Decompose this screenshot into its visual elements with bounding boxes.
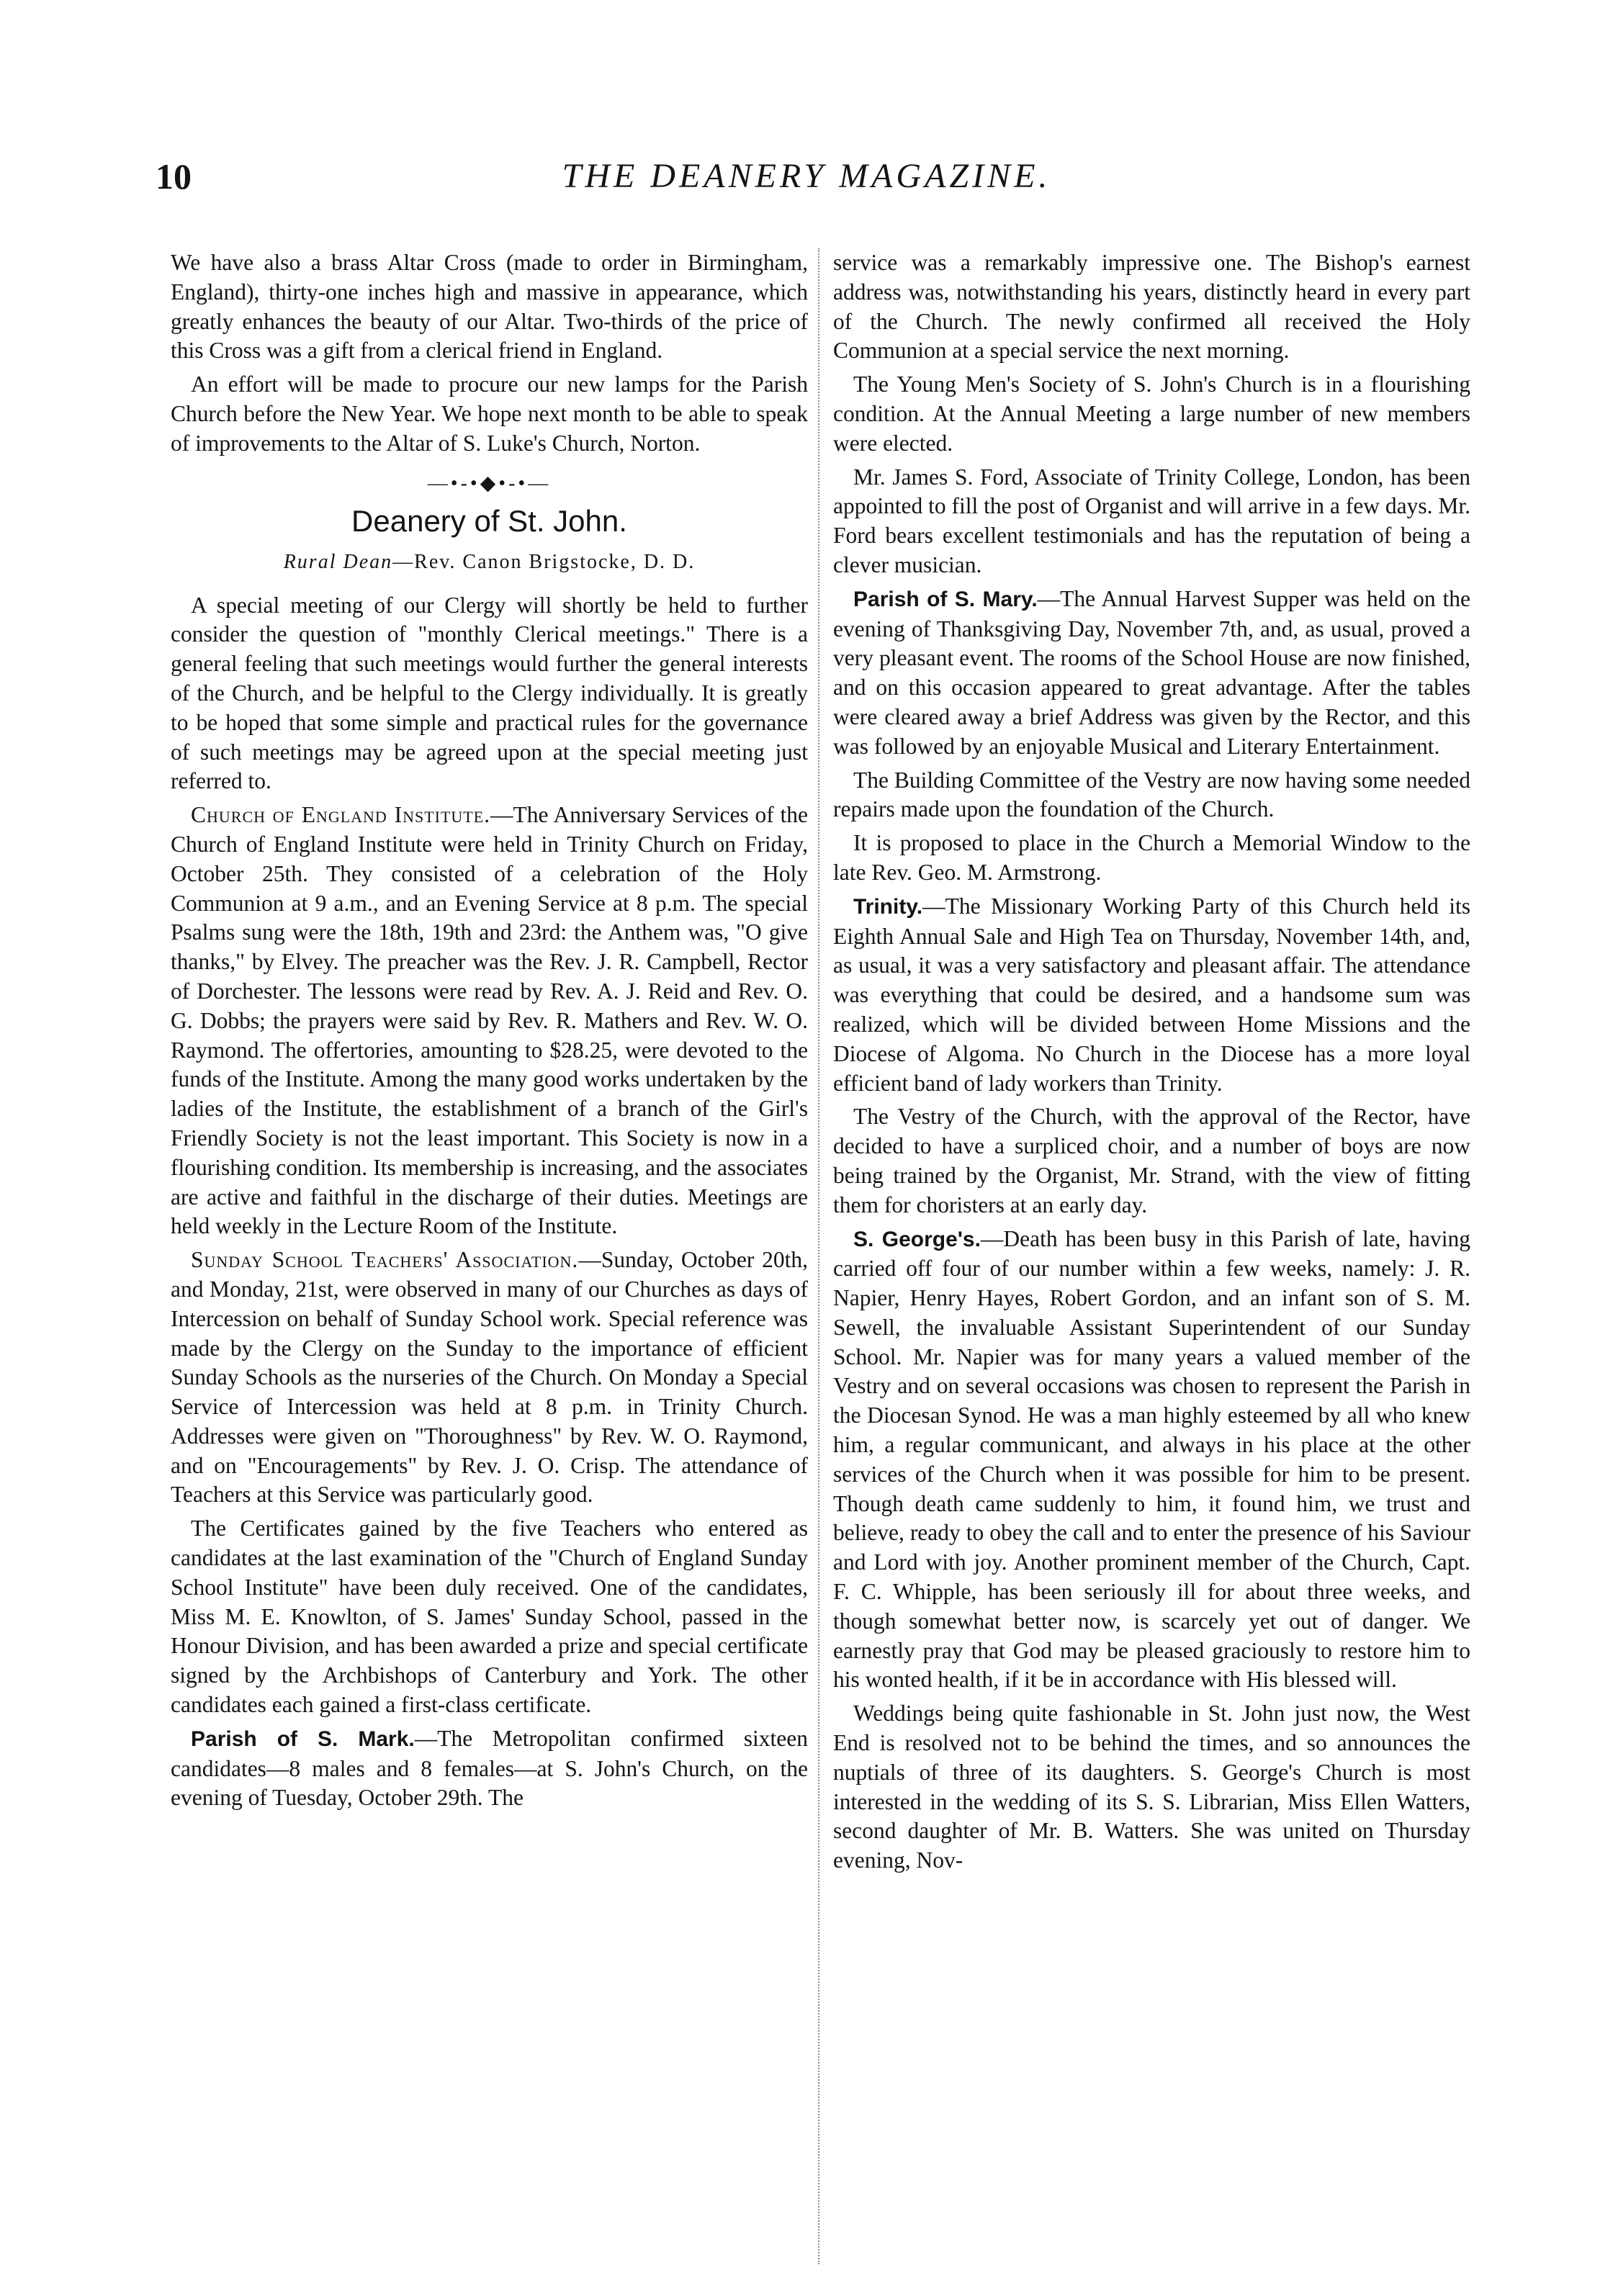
institute-heading: Church of England Institute. xyxy=(191,802,491,828)
certificates-paragraph: The Certificates gained by the five Teachers who entered as candidates at the last examination of the "Church of England Sunday School Institute" have been duly received. One of the candidates, Miss M. E. Knowlton, of S. James' Sunday School, passed in the Honour Division, and has been awarded a prize and special certificate signed by the Archbishops of Canterbury and York. The other candidates each gained a first-class certificate. xyxy=(171,1516,808,1718)
st-mark-heading: Parish of S. Mark. xyxy=(191,1726,415,1751)
institute-text: The Anniversary Services of the Church of England Institute were held in Trinity Church on Friday, October 25th. They consisted of a celebration of the Holy Communion at 9 a.m., and an Evening Service at 8 p.m. The special Psalms sung were the 18th, 19th and 23rd: the Anthem was, "O give thanks," by Elvey. The preacher was the Rev. J. R. Campbell, Rector of Dorchester. The lessons were read by Rev. A. J. Reid and Rev. O. G. Dobbs; the prayers were said by Rev. R. Mathers and Rev. W. O. Raymond. The offertories, amounting to $28.25, were devoted to the funds of the Institute. Among the many good works undertaken by the ladies of the Institute, the establishment of a branch of the Girl's Friendly Society is not the least important. This Society is now in a flourishing condition. Its membership is increasing, and the associates are active and faithful in the discharge of their duties. Meetings are held weekly in the Lecture Room of the Institute. xyxy=(171,802,809,1239)
st-george-text: Death has been busy in this Parish of late, having carried off four of our number within a few weeks, namely: J. R. Napier, Henry Hayes, Robert Gordon, and an infant son of S. M. Sewell, the invaluable Assistant Superintendent of our Sunday School. Mr. Napier was for many years a valued member of the Vestry and on several occasions was chosen to represent the Parish in the Diocesan Synod. He was a man highly esteemed by all who knew him, a regular communicant, and always in his place at the other services of the Church when it was possible for him to be present. Though death came suddenly to him, it found him, we trust and believe, ready to obey the call and to enter the presence of his Saviour and Lord with joy. Another prominent member of the Church, Capt. F. C. Whipple, has been seriously ill for about three weeks, and though somewhat better now, is scarcely yet out of danger. We earnestly pray that God may be pleased graciously to restore him to his wonted health, if it be in accordance with His blessed will. xyxy=(833,1225,1470,1693)
rural-dean-line: Rural Dean—Rev. Canon Brigstocke, D. D. xyxy=(283,550,696,573)
trinity-heading: Trinity. xyxy=(853,894,923,919)
trinity-paragraph: Trinity.—The Missionary Working Party of this Church held its Eighth Annual Sale and High Tea on Thursday, November 14th, and, as usual, it was a very satisfactory and pleasant affair. The attendance was everything that could be desired, and a handsome sum was realized, which will be divided between Home Missions and the Diocese of Algoma. No Church in the Diocese has a more loyal efficient band of lady workers than Trinity. xyxy=(833,893,1470,1096)
altar-cross-paragraph: We have also a brass Altar Cross (made to order in Birmingham, England), thirty-one inches high and massive in appearance, which greatly enhances the beauty of our Altar. Two-thirds of the price of this Cross was a gift from a clerical friend in England. xyxy=(171,250,808,364)
section-title: Deanery of St. John. xyxy=(351,503,627,538)
special-meeting-paragraph: A special meeting of our Clergy will shortly be held to further consider the question of "monthly Clerical meetings." There is a general feeling that such meetings would further the general interests of the Church, and be helpful to the Clergy individually. It is greatly to be hoped that some simple and practical rules for the governance of such meetings may be agreed upon at the special meeting just referred to. xyxy=(171,592,808,794)
running-head xyxy=(0,148,1613,205)
st-mary-paragraph: Parish of S. Mary.—The Annual Harvest Supper was held on the evening of Thanksgiving Day, November 7th, and, as usual, proved a very pleasant event. The rooms of the School House are now finished, and on this occasion appeared to great advantage. After the tables were cleared away a brief Address was given by the Rector, and this was followed by an enjoyable Musical and Literary Entertainment. xyxy=(833,585,1470,759)
institute-paragraph: Church of England Institute.—The Anniversary Services of the Church of England Institute were held in Trinity Church on Friday, October 25th. They consisted of a celebration of the Holy Communion at 9 a.m., and an Evening Service at 8 p.m. The special Psalms sung were the 18th, 19th and 23rd: the Anthem was, "O give thanks," by Elvey. The preacher was the Rev. J. R. Campbell, Rector of Dorchester. The lessons were read by Rev. A. J. Reid and Rev. O. G. Dobbs; the prayers were said by Rev. R. Mathers and Rev. W. O. Raymond. The offertories, amounting to $28.25, were devoted to the funds of the Institute. Among the many good works undertaken by the ladies of the Institute, the establishment of a branch of the Girl's Friendly Society is not the least important. This Society is now in a flourishing condition. Its membership is increasing, and the associates are active and faithful in the discharge of their duties. Meetings are held weekly in the Lecture Room of the Institute. xyxy=(171,802,809,1239)
lamps-paragraph: An effort will be made to procure our new lamps for the Parish Church before the New Year. We hope next month to be able to speak of improvements to the Altar of S. Luke's Church, Norton. xyxy=(171,372,808,456)
st-mary-text: The Annual Harvest Supper was held on the evening of Thanksgiving Day, November 7th, and, as usual, proved a very pleasant event. The rooms of the School House are now finished, and on this occasion appeared to great advantage. After the tables were cleared away a brief Address was given by the Rector, and this was followed by an enjoyable Musical and Literary Entertainment. xyxy=(833,585,1470,759)
left-column xyxy=(171,248,808,1817)
trinity-text: The Missionary Working Party of this Church held its Eighth Annual Sale and High Tea on Thursday, November 14th, and, as usual, it was a very satisfactory and pleasant affair. The attendance was everything that could be desired, and a handsome sum was realized, which will be divided between Home Missions and the Diocese of Algoma. No Church in the Diocese has a more loyal efficient band of lady workers than Trinity. xyxy=(833,893,1470,1096)
st-mary-heading: Parish of S. Mary. xyxy=(853,587,1038,611)
young-mens-society-paragraph: The Young Men's Society of S. John's Church is in a flourishing condition. At the Annual Meeting a large number of new members were elected. xyxy=(833,372,1470,456)
st-george-heading: S. George's. xyxy=(853,1227,981,1251)
rural-dean-name: Rev. Canon Brigstocke, D. D. xyxy=(414,550,696,573)
weddings-paragraph: Weddings being quite fashionable in St. John just now, the West End is resolved not to be behind the times, and so announces the nuptials of three of its daughters. S. George's Church is most interested in the wedding of its S. S. Librarian, Miss Ellen Watters, second daughter of Mr. B. Watters. She was united on Thursday evening, Nov- xyxy=(833,1701,1470,1873)
building-committee-paragraph: The Building Committee of the Vestry are now having some needed repairs made upon the foundation of the Church. xyxy=(833,767,1470,822)
magazine-title: THE DEANERY MAGAZINE. xyxy=(562,157,1051,195)
right-column xyxy=(833,248,1470,1880)
page-number: 10 xyxy=(156,156,192,197)
st-mark-text: The Metropolitan confirmed sixteen candidates—8 males and 8 females—at S. John's Church, on the evening of Tuesday, October 29th. The xyxy=(171,1725,808,1811)
column-divider xyxy=(818,248,819,2264)
section-ornament: —•-•◆•-•— xyxy=(427,472,552,495)
sunday-school-text: Sunday, October 20th, and Monday, 21st, were observed in many of our Churches as days of Intercession on behalf of Sunday School work. Special reference was made by the Clergy on the Sunday to the importance of efficient Sunday Schools as the nurseries of the Church. On Monday a Special Service of Intercession was held at 8 p.m. in Trinity Church. Addresses were given on "Thoroughness" by Rev. W. O. Raymond, and on "Encouragements" by Rev. J. O. Crisp. The attendance of Teachers at this Service was particularly good. xyxy=(171,1247,808,1508)
st-mark-paragraph: Parish of S. Mark.—The Metropolitan confirmed sixteen candidates—8 males and 8 females—at S. John's Church, on the evening of Tuesday, October 29th. The xyxy=(171,1725,808,1811)
organist-paragraph: Mr. James S. Ford, Associate of Trinity College, London, has been appointed to fill the post of Organist and will arrive in a few days. Mr. Ford bears excellent testimonials and has the reputation of being a clever musician. xyxy=(833,464,1470,577)
confirmation-continued-paragraph: service was a remarkably impressive one. The Bishop's earnest address was, notwithstanding his years, distinctly heard in every part of the Church. The newly confirmed all received the Holy Communion at a special service the next morning. xyxy=(833,250,1470,364)
memorial-window-paragraph: It is proposed to place in the Church a Memorial Window to the late Rev. Geo. M. Armstrong. xyxy=(833,830,1470,885)
rural-dean-label: Rural Dean xyxy=(283,550,393,573)
sunday-school-heading: Sunday School Teachers' Association. xyxy=(191,1247,579,1273)
vestry-choir-paragraph: The Vestry of the Church, with the approval of the Rector, have decided to have a surpliced choir, and a number of boys are now being trained by the Organist, Mr. Strand, with the view of fitting them for choristers at an early day. xyxy=(833,1104,1470,1217)
sunday-school-paragraph: Sunday School Teachers' Association.—Sunday, October 20th, and Monday, 21st, were observed in many of our Churches as days of Intercession on behalf of Sunday School work. Special reference was made by the Clergy on the Sunday to the importance of efficient Sunday Schools as the nurseries of the Church. On Monday a Special Service of Intercession was held at 8 p.m. in Trinity Church. Addresses were given on "Thoroughness" by Rev. W. O. Raymond, and on "Encouragements" by Rev. J. O. Crisp. The attendance of Teachers at this Service was particularly good. xyxy=(171,1247,808,1508)
st-george-paragraph: S. George's.—Death has been busy in this Parish of late, having carried off four of our number within a few weeks, namely: J. R. Napier, Henry Hayes, Robert Gordon, and an infant son of S. M. Sewell, the invaluable Assistant Superintendent of our Sunday School. Mr. Napier was for many years a valued member of the Vestry and on several occasions was chosen to represent the Parish in the Diocesan Synod. He was a man highly esteemed by all who knew him, a regular communicant, and always in his place at the other services of the Church when it was possible for him to be present. Though death came suddenly to him, it found him, we trust and believe, ready to obey the call and to enter the presence of his Saviour and Lord with joy. Another prominent member of the Church, Capt. F. C. Whipple, has been seriously ill for about three weeks, and though somewhat better now, is scarcely yet out of danger. We earnestly pray that God may be pleased graciously to restore him to his wonted health, if it be in accordance with His blessed will. xyxy=(833,1225,1470,1693)
